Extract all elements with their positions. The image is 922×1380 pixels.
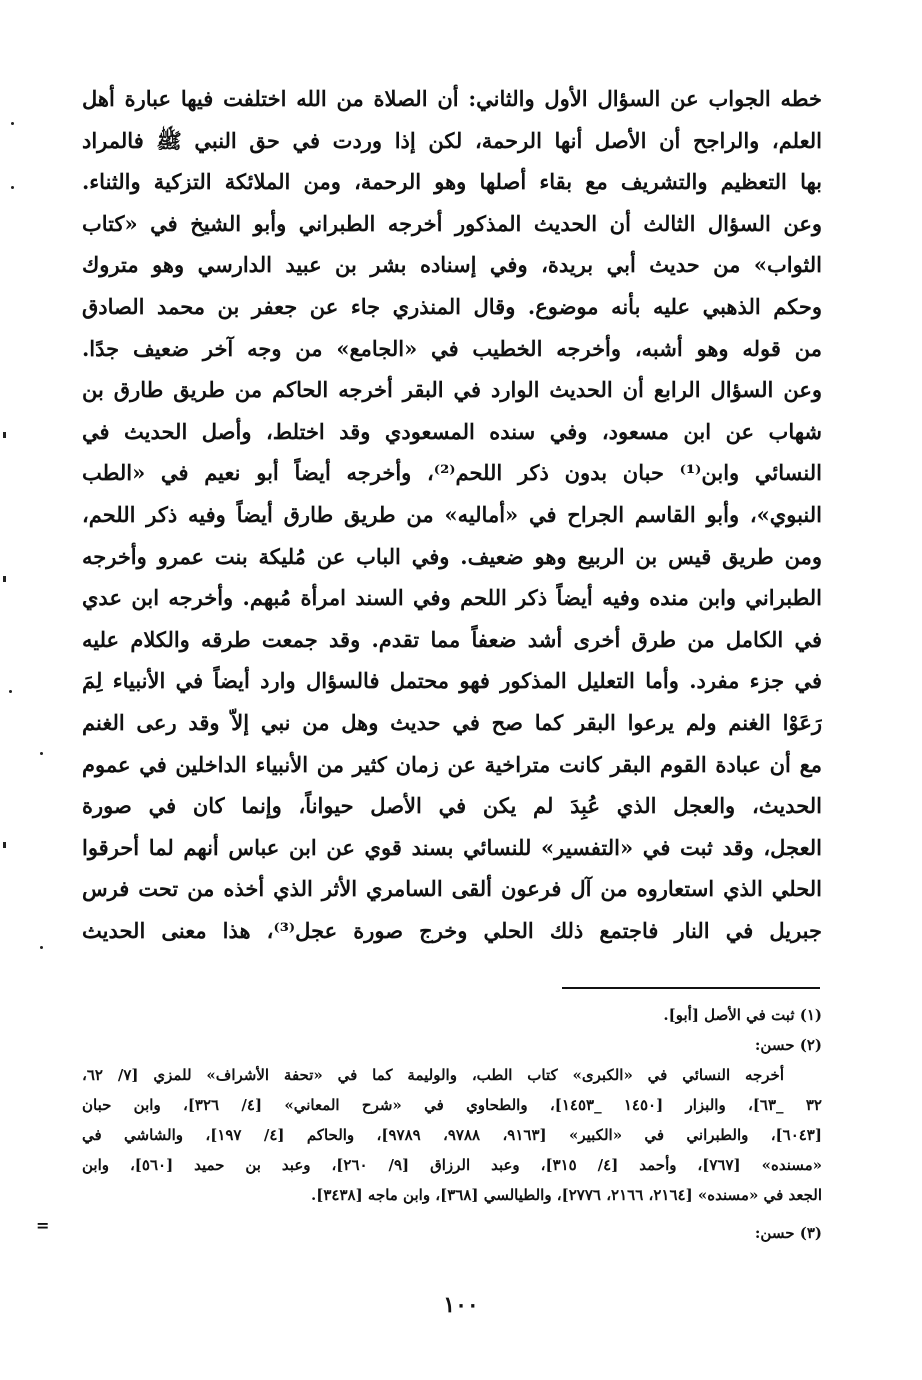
scan-speck [9,690,12,693]
text-line: الطبراني وابن منده وفيه أيضاً ذكر اللحم وفي السند امرأة مُبهم. وأخرجه ابن عدي [82,585,822,611]
footnote-3-heading: (٣) حسن: [754,1224,822,1242]
scan-speck [11,186,14,189]
text-line: رَعَوْا الغنم ولم يرعوا البقر كما صح في حديث وهل من نبي إلاّ وقد رعى الغنم [82,709,822,735]
text-line: وعن السؤال الثالث أن الحديث المذكور أخرجه الطبراني وأبو الشيخ في «كتاب [82,210,822,236]
scan-speck [3,842,6,848]
text-line: الحلي الذي استعاروه من آل فرعون ألقى السامري الأثر الذي أخذه من تحت فرس [82,876,822,902]
footnote-2-line: ٣٢ _٦٣]، والبزار [١٤٥٠ _١٤٥٣]، والطحاوي في «شرح المعاني» [٤/ ٣٢٦]، وابن حبان [82,1096,822,1114]
text-line: العلم، والراجح أن الأصل أنها الرحمة، لكن إذا وردت في حق النبي ﷺ فالمراد [82,127,822,153]
text-line: من قوله وهو أشبه، وأخرجه الخطيب في «الجامع» من وجه آخر ضعيف جدًا. [82,335,822,361]
text-line: خطه الجواب عن السؤال الأول والثاني: أن الصلاة من الله اختلفت فيها عبارة أهل [82,86,822,111]
footnote-1: (١) ثبت في الأصل [أبو]. [663,1006,822,1024]
page-number: ١٠٠ [443,1292,479,1318]
footnote-2-line: الجعد في «مسنده» [٢١٦٤، ٢١٦٦، ٢٧٧٦]، والطيالسي [٣٦٨]، وابن ماجه [٣٤٣٨]. [311,1186,822,1204]
text-line: ومن طريق قيس بن الربيع وهو ضعيف. وفي الباب عن مُليكة بنت عمرو وأخرجه [82,543,822,569]
scan-speck [11,122,14,125]
text-line: في الكامل من طرق أخرى أشد ضعفاً مما تقدم. وقد جمعت طرقه والكلام عليه [82,626,822,652]
text-line: النبوي»، وأبو القاسم الجراح في «أماليه» من طريق طارق أيضاً وفيه ذكر اللحم، [82,501,822,527]
text-line: شهاب عن ابن مسعود، وفي سنده المسعودي وقد اختلط، وأصل الحديث في [82,418,822,444]
text-line: النسائي وابن⁽¹⁾ حبان بدون ذكر اللحم⁽²⁾، وأخرجه أيضاً أبو نعيم في «الطب [82,460,822,486]
scan-speck [3,576,6,582]
scan-speck [3,432,6,438]
footnote-2-heading: (٢) حسن: [754,1036,822,1054]
scan-speck [40,752,43,755]
footnote-2-line: «مسنده» [٧٦٧]، وأحمد [٤/ ٣١٥]، وعبد الرزاق [٩/ ٢٦٠]، وعبد بن حميد [٥٦٠]، وابن [82,1156,822,1174]
text-line: وحكم الذهبي عليه بأنه موضوع. وقال المنذري جاء عن جعفر بن محمد الصادق [82,293,822,319]
text-line: بها التعظيم والتشريف مع بقاء أصلها وهو الرحمة، ومن الملائكة التزكية والثناء. [82,169,822,195]
footnotes-block [82,1000,822,1248]
text-line: في جزء مفرد. وأما التعليل المذكور فهو محتمل فالسؤال وارد أيضاً في الأنبياء لِمَ [82,668,822,694]
footnote-2-line: أخرجه النسائي في «الكبرى» كتاب الطب، والوليمة كما في «تحفة الأشراف» للمزي [٧/ ٦٢، [82,1066,784,1084]
text-line: مع أن عبادة القوم البقر كانت متراخية عن زمان كثير من الأنبياء الداخلين في عموم [82,751,822,777]
footnote-2-line: [٦٠٤٣]، والطبراني في «الكبير» [٩١٦٣، ٩٧٨٨، ٩٧٨٩]، والحاكم [٤/ ١٩٧]، والشاشي في [82,1126,822,1144]
text-line: العجل، وقد ثبت في «التفسير» للنسائي بسند قوي عن ابن عباس أنهم لما أحرقوا [82,834,822,860]
footnote-spacer [82,1210,822,1218]
text-line: جبريل في النار فاجتمع ذلك الحلي وخرج صورة عجل⁽³⁾، هذا معنى الحديث [82,917,822,943]
main-text-block [82,78,822,951]
text-line: الحديث، والعجل الذي عُبِدَ لم يكن في الأصل حيواناً، وإنما كان في صورة [82,793,822,819]
footnote-separator [562,987,820,989]
scan-speck [40,946,43,949]
text-line: الثواب» من حديث أبي بريدة، وفي إسناده بشر بن عبيد الدارسي وهو متروك [82,252,822,278]
text-line: وعن السؤال الرابع أن الحديث الوارد في البقر أخرجه الحاكم من طريق طارق بن [82,377,822,403]
margin-mark: = [36,1216,50,1235]
